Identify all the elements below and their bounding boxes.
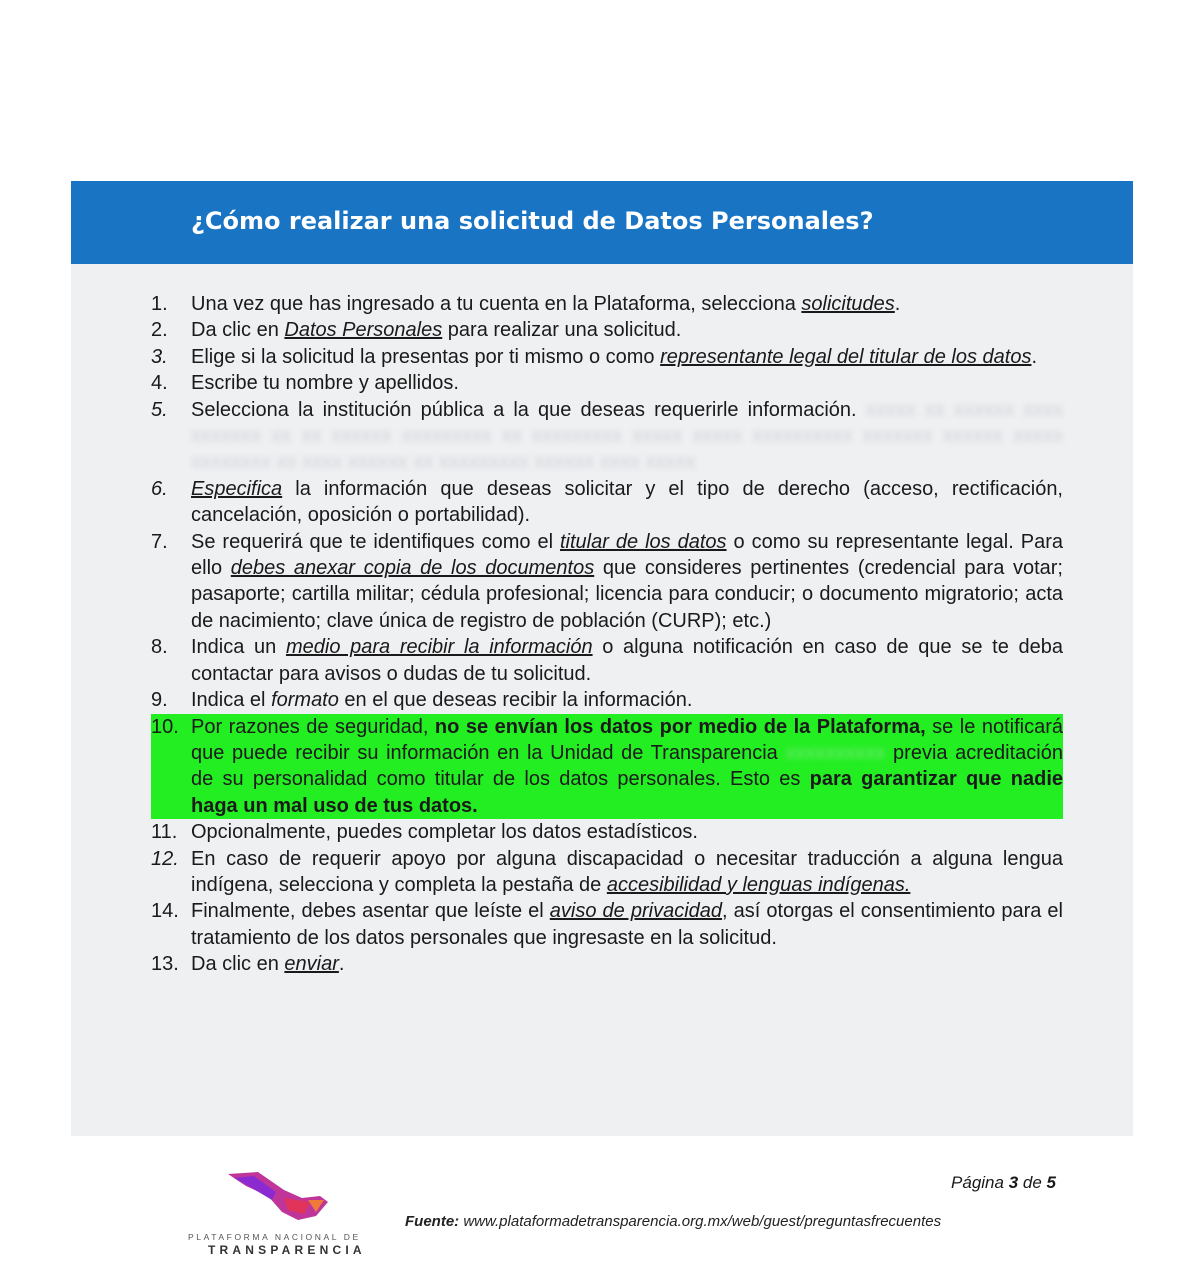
titular-link[interactable]: titular de los datos — [560, 530, 727, 553]
step-number: 6. — [151, 477, 168, 500]
step-14 — [151, 898, 1063, 951]
step-number: 9. — [151, 689, 168, 712]
step-number: 10. — [151, 714, 191, 820]
step-text: Da clic en enviar. — [191, 953, 345, 976]
step-number: 4. — [151, 372, 168, 395]
step-13 — [151, 951, 1063, 977]
step-text: Indica un medio para recibir la información o alguna notificación en caso de que se te deba contactar para avisos o dudas de tu solicitud. — [191, 636, 1063, 685]
accesibilidad-link[interactable]: accesibilidad y lenguas indígenas. — [606, 873, 911, 896]
step-4 — [151, 370, 1063, 396]
step-9 — [151, 687, 1063, 713]
redacted-text: xxxxxxxxxx — [785, 741, 886, 764]
step-3 — [151, 344, 1063, 370]
logo-line-2: TRANSPARENCIA — [208, 1243, 366, 1257]
step-number: 13. — [151, 953, 179, 976]
guarantee-note: para garantizar que nadie haga un mal uso de tus datos. — [191, 768, 1064, 817]
step-text: Elige si la solicitud la presentas por ti mismo o como representante legal del titular de los datos. — [191, 345, 1038, 368]
step-2 — [151, 317, 1063, 343]
source-line — [405, 1213, 941, 1230]
formato-term: formato — [271, 689, 339, 712]
step-text: Por razones de seguridad, no se envían los datos por medio de la Plataforma, se le notificará que puede recibir su información en la Unidad de Transparencia xxxxxxxxxx previa acreditación de su personalidad como titular de los datos personales. Esto es para garantizar que nadie haga un mal uso de tus datos. — [191, 714, 1063, 820]
solicitudes-link[interactable]: solicitudes — [801, 293, 895, 315]
step-5 — [151, 397, 1063, 476]
step-8 — [151, 634, 1063, 687]
step-text: Una vez que has ingresado a tu cuenta en la Plataforma, selecciona solicitudes. — [191, 293, 901, 315]
steps-list — [151, 291, 1063, 978]
enviar-link[interactable]: enviar — [284, 953, 339, 976]
source-label: Fuente: — [405, 1213, 460, 1230]
page-title: ¿Cómo realizar una solicitud de Datos Personales? — [191, 207, 874, 235]
step-number: 8. — [151, 636, 168, 659]
pnt-logo — [188, 1168, 384, 1258]
step-number: 3. — [151, 345, 168, 368]
step-number: 1. — [151, 293, 168, 315]
page-number: Página 3 de 5 — [951, 1173, 1056, 1192]
especifica-link[interactable]: Especifica — [191, 477, 283, 500]
step-text: Selecciona la institución pública a la que deseas requerirle información. xxxxx xx xxxxxx xxxx xxxxxxx xx xx xxxxxx xxxxxxxxx xx xxxxxxxxx xxxxx xxxxx xxxxxxxxxx xxxxxxx xxxxxx xxxxx xxxxxxxx xx xxxx xxxxxx xx xxxxxxxxx xxxxxx xxxx xxxxx — [191, 398, 1064, 474]
step-number: 11. — [151, 821, 178, 844]
step-7 — [151, 529, 1063, 635]
representante-legal-link[interactable]: representante legal del titular de los datos — [660, 345, 1032, 368]
step-number: 2. — [151, 319, 168, 342]
security-note: no se envían los datos por medio de la Plataforma, — [434, 715, 926, 738]
step-text: Escribe tu nombre y apellidos. — [191, 372, 459, 395]
step-text: Da clic en Datos Personales para realizar una solicitud. — [191, 319, 682, 342]
step-number: 12. — [151, 847, 179, 870]
step-text: Finalmente, debes asentar que leíste el aviso de privacidad, así otorgas el consentimiento para el tratamiento de los datos personales que ingresaste en la solicitud. — [191, 900, 1063, 949]
anexar-documentos-link[interactable]: debes anexar copia de los documentos — [230, 557, 595, 580]
step-number: 7. — [151, 530, 168, 553]
step-number: 14. — [151, 900, 179, 923]
steps-panel — [71, 264, 1133, 1136]
step-12 — [151, 846, 1063, 899]
header-bar — [71, 181, 1133, 264]
step-10 — [151, 714, 1063, 820]
source-url[interactable]: www.plataformadetransparencia.org.mx/web/guest/preguntasfrecuentes — [459, 1213, 942, 1230]
redacted-text: xxxxx xx xxxxxx xxxx xxxxxxx xx xx xxxxxx xxxxxxxxx xx xxxxxxxxx xxxxx xxxxx xxxxxxxxxx xxxxxxx xxxxxx xxxxx xxxxxxxx xx xxxx xxxxxx xx xxxxxxxxx xxxxxx xxxx xxxxx — [191, 398, 1064, 474]
step-6 — [151, 476, 1063, 529]
aviso-privacidad-link[interactable]: aviso de privacidad — [549, 900, 723, 923]
step-number: 5. — [151, 398, 168, 421]
step-text: En caso de requerir apoyo por alguna discapacidad o necesitar traducción a alguna lengua indígena, selecciona y completa la pestaña de accesibilidad y lenguas indígenas. — [191, 847, 1063, 896]
step-1 — [151, 291, 1063, 317]
step-text: Opcionalmente, puedes completar los datos estadísticos. — [191, 821, 698, 844]
step-11 — [151, 819, 1063, 845]
datos-personales-link[interactable]: Datos Personales — [284, 319, 443, 342]
medio-recibir-link[interactable]: medio para recibir la información — [285, 636, 593, 659]
step-text: Se requerirá que te identifiques como el titular de los datos o como su representante legal. Para ello debes anexar copia de los documentos que consideres pertinentes (credencial para votar; pasaporte; cartilla militar; cédula profesional; licencia para conducir; o documento migratorio; acta de nacimiento; clave única de registro de población (CURP); etc.) — [191, 530, 1064, 632]
step-text: Especifica la información que deseas solicitar y el tipo de derecho (acceso, rectificación, cancelación, oposición o portabilidad). — [191, 477, 1063, 527]
mexico-map-icon — [224, 1168, 334, 1228]
logo-line-1: PLATAFORMA NACIONAL DE — [188, 1232, 361, 1242]
step-text: Indica el formato en el que deseas recibir la información. — [191, 689, 693, 712]
